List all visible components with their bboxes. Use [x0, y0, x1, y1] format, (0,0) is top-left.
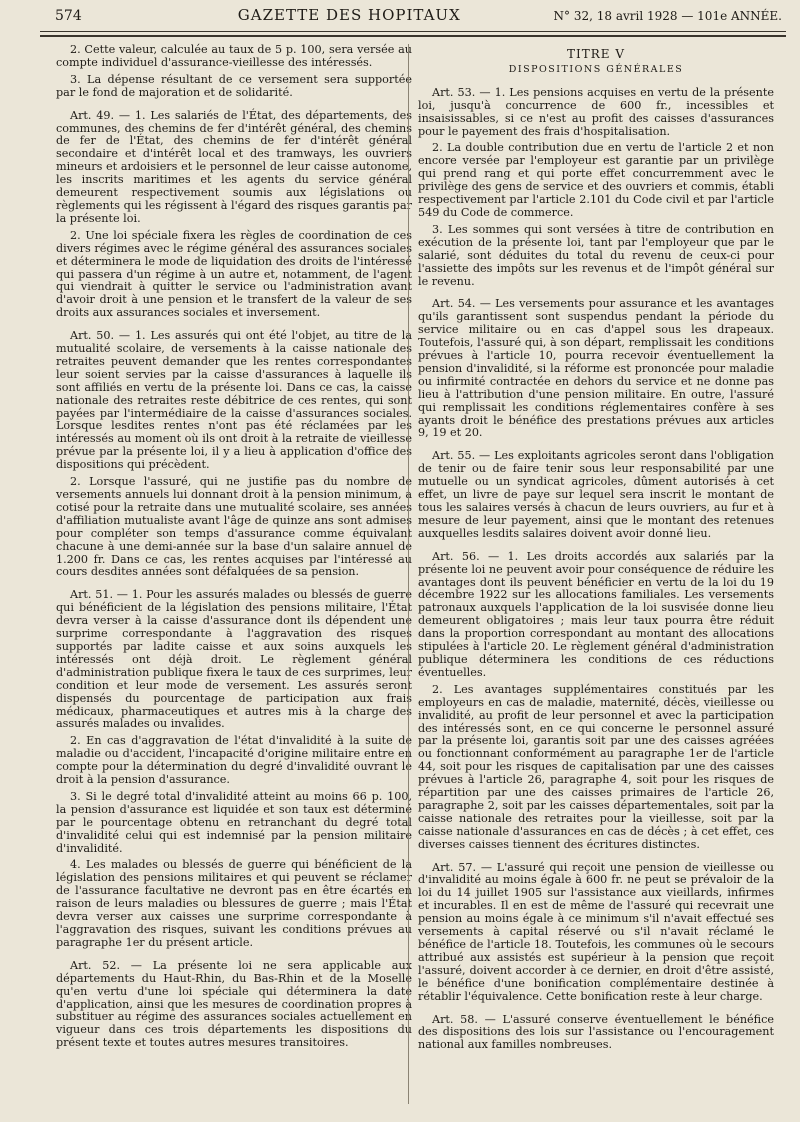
paragraph: 2. Une loi spéciale fixera les règles de coordination de ces divers régimes avec le régime général des assurances sociales et déterminera le mode de liquidation des droits de l'intéressé qui passera d'un régime à un autre et, notamment, de l'agent qui viendrait à quitter le service ou l'administration avant d'avoir droit à une pension et le transfert de la valeur de ses droits aux assurances sociales et inversement. — [56, 228, 412, 320]
section-subtitle: DISPOSITIONS GÉNÉRALES — [508, 63, 684, 75]
paragraph: 3. Si le degré total d'invalidité atteint au moins 66 p. 100, la pension d'assurance est liquidée et son taux est déterminé par le pourcentage obtenu en retranchant du degré total d'invalidité celui qui est indemnisé par la pension militaire d'invalidité. — [56, 789, 412, 855]
issue-info: N° 32, 18 avril 1928 — 101e ANNÉE. — [553, 9, 782, 23]
article-paragraph: Art. 51. — 1. Pour les assurés malades ou blessés de guerre qui bénéficient de la législation des pensions militaire, l'État devra verser à la caisse d'assurance dont ils dépendent une surprime correspondante à l'aggravation des risques supportés par ladite caisse et aux soins auxquels les intéressés ont déjà droit. Le règlement général d'administration publique fixera le taux de ces surprimes, leur condition et leur mode de versement. Les assurés seront dispensés du pourcentage de participation aux frais médicaux, pharmaceutiques et autres mis à la charge des assurés malades ou invalides. — [56, 588, 412, 731]
article-paragraph: Art. 58. — L'assuré conserve éventuellement le bénéfice des dispositions des lois sur l'assistance ou l'encouragement national aux familles nombreuses. — [418, 1012, 774, 1052]
paragraph: 2. La double contribution due en vertu de l'article 2 et non encore versée par l'employeur est garantie par un privilège qui prend rang et qui porte effet concurremment avec le privilège des gens de service et des ouvriers et commis, établi respectivement par l'article 2.101 du Code civil et par l'article 549 du Code de commerce. — [418, 141, 774, 219]
paragraph: 2. En cas d'aggravation de l'état d'invalidité à la suite de maladie ou d'accident, l'incapacité d'origine militaire entre en compte pour la détermination du degré d'invalidité ouvrant le droit à la pension d'assurance. — [56, 734, 412, 787]
article-paragraph: Art. 56. — 1. Les droits accordés aux salariés par la présente loi ne peuvent avoir pour conséquence de réduire les avantages dont ils peuvent bénéficier en vertu de la loi du 19 décembre 1922 sur les allocations familiales. Les versements patronaux auxquels l'application de la loi susvisée donne lieu demeurent obligatoires ; mais leur taux pourra être réduit dans la proportion correspondant au montant des allocations stipulées à l'article 20. Le règlement général d'administration publique déterminera les conditions de ces réductions éventuelles. — [418, 549, 774, 679]
paragraph: 2. Les avantages supplémentaires constitués par les employeurs en cas de maladie, maternité, décès, vieillesse ou invalidité, au profit de leur personnel et avec la participation des intéressés sont, en ce qui concerne le personnel assuré par la présente loi, garantis soit par une des caisses agréées ou fonctionnant conformément au paragraphe 1er de l'article 44, soit pour les risques de capitalisation par une des caisses prévues à l'article 26, paragraphe 4, soit pour les risques de répartition par une des caisses primaires de l'article 26, paragraphe 2, soit par les caisses départementales, soit par la caisse nationale des retraites pour la vieillesse, soit par la caisse nationale d'assurances en cas de décès ; à cet effet, ces diverses caisses tiennent des écritures distinctes. — [418, 682, 774, 851]
right-column — [418, 44, 774, 1056]
paragraph: 3. Les sommes qui sont versées à titre de contribution en exécution de la présente loi, tant par l'employeur que par le salarié, sont déduites du total du revenu de ceux-ci pour l'assiette des impôts sur les revenus et de l'impôt général sur le revenu. — [418, 222, 774, 288]
section-heading — [418, 48, 774, 77]
paragraph: 2. Lorsque l'assuré, qui ne justifie pas du nombre de versements annuels lui donnant droit à la pension minimum, a cotisé pour la retraite dans une mutualité scolaire, ses années d'affiliation mutualiste avant l'âge de quinze ans sont admises pour compléter son temps d'assurance comme équivalant chacune à une demi-année sur la base d'un salaire annuel de 1.200 fr. Dans ce cas, les rentes acquises par l'intéressé au cours desdites années sont défalquées de sa pension. — [56, 475, 412, 579]
article-paragraph: Art. 52. — La présente loi ne sera applicable aux départements du Haut-Rhin, du Bas-Rhin et de la Moselle qu'en vertu d'une loi spéciale qui déterminera la date d'application, ainsi que les mesures de coordination propres à substituer au régime des assurances sociales actuellement en vigueur dans ces trois départements les dispositions du présent texte et toutes autres mesures transitoires. — [56, 958, 412, 1050]
article-paragraph: Art. 57. — L'assuré qui reçoit une pension de vieillesse ou d'invalidité au moins égale à 600 fr. ne peut se prévaloir de la loi du 14 juillet 1905 sur l'assistance aux vieillards, infirmes et incurables. Il en est de même de l'assuré qui recevrait une pension au moins égale à ce minimum s'il n'avait effectué ses versements à capital réservé ou s'il n'avait réclamé le bénéfice de l'article 18. Toutefois, les communes où le secours attribué aux assistés est supérieur à la pension que reçoit l'assuré, doivent accorder à ce dernier, en droit d'être assisté, le bénéfice d'une bonification complémentaire destinée à rétablir l'équivalence. Cette bonification reste à leur charge. — [418, 860, 774, 1003]
paragraph: 4. Les malades ou blessés de guerre qui bénéficient de la législation des pensions militaires et qui peuvent se réclamer de l'assurance facultative ne devront pas en être écartés en raison de leurs maladies ou blessures de guerre ; mais l'État devra verser aux caisses une surprime correspondante à l'aggravation des risques, suivant les conditions prévues au paragraphe 1er du présent article. — [56, 858, 412, 949]
article-paragraph: Art. 49. — 1. Les salariés de l'État, des départements, des communes, des chemins de fer d'intérêt général, des chemins de fer de l'État, des chemins de fer d'intérêt général secondaire et d'intérêt local et des tramways, les ouvriers mineurs et ardoisiers et le personnel de leur caisse autonome, les inscrits maritimes et les agents du service général demeurent respectivement soumis aux législations ou règlements qui les régissent à l'égard des risques garantis par la présente loi. — [56, 108, 412, 225]
article-paragraph: Art. 50. — 1. Les assurés qui ont été l'objet, au titre de la mutualité scolaire, de versements à la caisse nationale des retraites peuvent demander que les rentes correspondantes leur soient servies par la caisse d'assurances à laquelle ils sont affiliés en vertu de la présente loi. Dans ce cas, la caisse nationale des retraites reste débitrice de ces rentes, qui sont payées par l'intermédiaire de la caisse d'assurances sociales. Lorsque lesdites rentes n'ont pas été réclamées par les intéressés au moment où ils ont droit à la retraite de vieillesse prévue par la présente loi, il y a lieu à application d'office des dispositions qui précèdent. — [56, 329, 412, 472]
page-number: 574 — [55, 8, 82, 24]
header-double-rule — [40, 35, 786, 37]
paragraph: 2. Cette valeur, calculée au taux de 5 p. 100, sera versée au compte individuel d'assurance-vieillesse des intéressés. — [56, 43, 412, 69]
paragraph: 3. La dépense résultant de ce versement sera supportée par le fond de majoration et de solidarité. — [56, 72, 412, 99]
journal-title: GAZETTE DES HOPITAUX — [237, 6, 461, 24]
left-column — [56, 44, 412, 1054]
article-paragraph: Art. 53. — 1. Les pensions acquises en vertu de la présente loi, jusqu'à concurrence de 600 fr., incessibles et insaisissables, si ce n'est au profit des caisses d'assurances pour le payement des frais d'hospitalisation. — [418, 85, 774, 138]
article-paragraph: Art. 55. — Les exploitants agricoles seront dans l'obligation de tenir ou de faire tenir sous leur responsabilité par une mutuelle ou un syndicat agricoles, dûment autorisés à cet effet, un livre de paye sur lequel sera inscrit le montant de tous les salaires versés à chacun de leurs ouvriers, au fur et à mesure de leur payement, ainsi que le montant des retenues auxquelles lesdits salaires doivent avoir donné lieu. — [418, 449, 774, 540]
header-rule — [40, 31, 786, 32]
page-header — [55, 6, 782, 30]
column-divider — [408, 44, 409, 1104]
section-title: TITRE V — [566, 47, 626, 61]
article-paragraph: Art. 54. — Les versements pour assurance et les avantages qu'ils garantissent sont suspendus pendant la période du service militaire ou en cas d'appel sous les drapeaux. Toutefois, l'assuré qui, à son départ, remplissait les conditions prévues à l'article 10, pourra recevoir éventuellement la pension d'invalidité, si la réforme est prononcée pour maladie ou infirmité contractée en dehors du service et ne donne pas lieu à l'attribution d'une pension militaire. En outre, l'assuré qui remplissait les conditions réglementaires confère à ses ayants droit le bénéfice des prestations prévues aux articles 9, 19 et 20. — [418, 297, 774, 440]
